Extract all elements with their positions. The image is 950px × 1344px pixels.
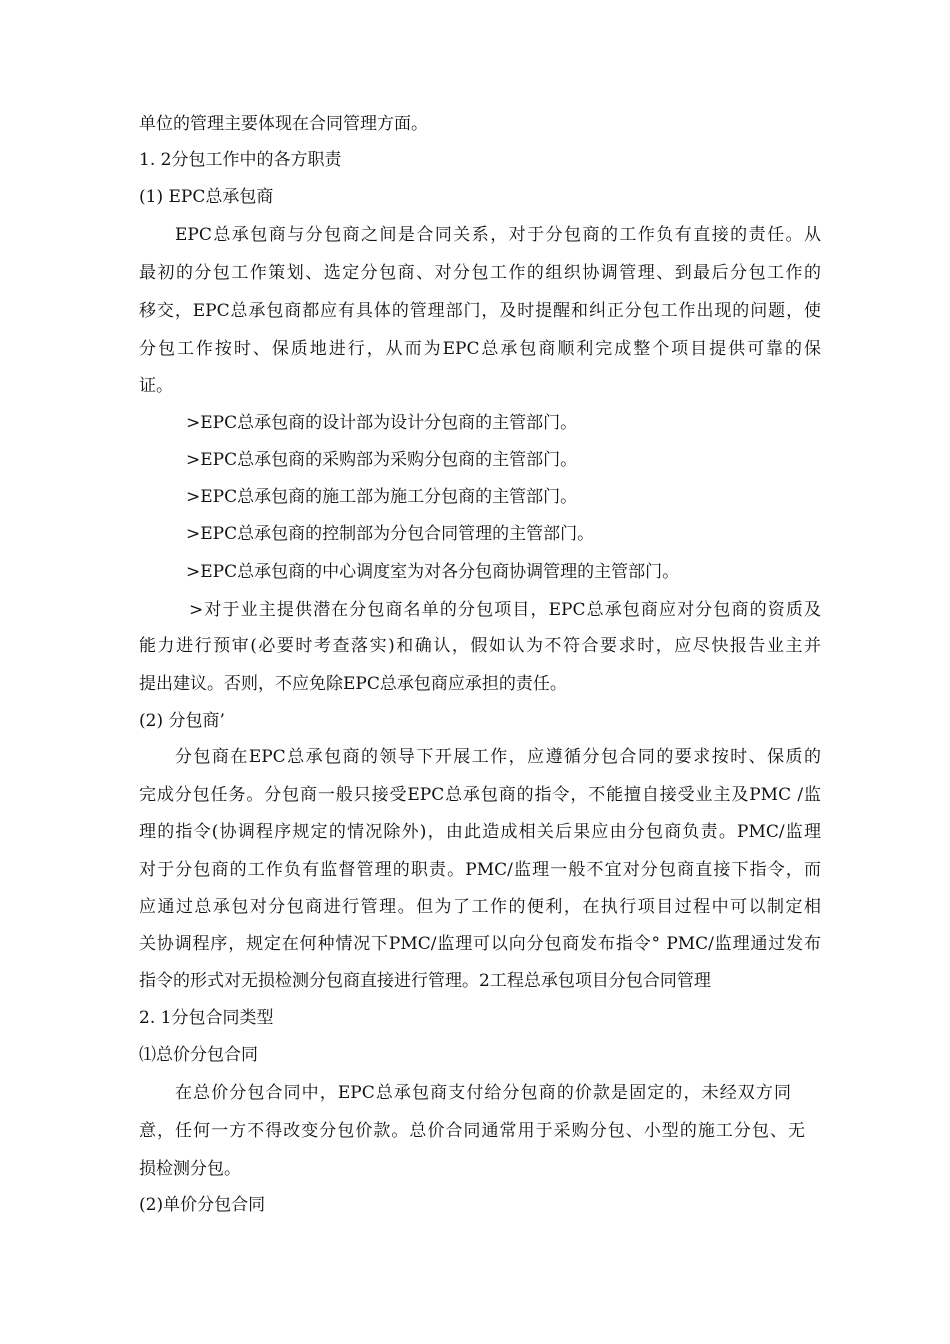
subsection-heading: (2) 分包商’ <box>139 711 225 731</box>
text-line: 分包工作按时、保质地进行，从而为EPC总承包商顺利完成整个项目提供可靠的保 <box>139 339 821 359</box>
text-line: 证。 <box>139 376 173 396</box>
text-line: 意，任何一方不得改变分包价款。总价合同通常用于采购分包、小型的施工分包、无 <box>139 1121 805 1141</box>
list-item: >EPC总承包商的中心调度室为对各分包商协调管理的主管部门。 <box>186 562 680 582</box>
list-item: >对于业主提供潜在分包商名单的分包项目，EPC总承包商应对分包商的资质及 <box>189 600 821 620</box>
list-item: >EPC总承包商的控制部为分包合同管理的主管部门。 <box>186 524 595 544</box>
text-line: 移交，EPC总承包商都应有具体的管理部门，及时提醒和纠正分包工作出现的问题，使 <box>139 301 821 321</box>
text-line: 关协调程序，规定在何种情况下PMC/监理可以向分包商发布指令° PMC/监理通过发布 <box>139 934 821 954</box>
subsection-heading: (2)单价分包合同 <box>139 1195 266 1215</box>
text-line: 指令的形式对无损检测分包商直接进行管理。2工程总承包项目分包合同管理 <box>139 971 711 991</box>
subsection-heading: (1) EPC总承包商 <box>139 187 274 207</box>
text-line: 对于分包商的工作负有监督管理的职责。PMC/监理一般不宜对分包商直接下指令，而 <box>139 860 821 880</box>
text-line: 最初的分包工作策划、选定分包商、对分包工作的组织协调管理、到最后分包工作的 <box>139 263 821 283</box>
text-line: 在总价分包合同中，EPC总承包商支付给分包商的价款是固定的，未经双方同 <box>175 1083 791 1103</box>
text-line: 应通过总承包对分包商进行管理。但为了工作的便利，在执行项目过程中可以制定相 <box>139 897 821 917</box>
text-line: 提出建议。否则，不应免除EPC总承包商应承担的责任。 <box>139 674 567 694</box>
text-line: 分包商在EPC总承包商的领导下开展工作，应遵循分包合同的要求按时、保质的 <box>175 747 821 767</box>
list-item: >EPC总承包商的施工部为施工分包商的主管部门。 <box>186 487 578 507</box>
list-item: >EPC总承包商的采购部为采购分包商的主管部门。 <box>186 450 578 470</box>
section-heading: 2. 1分包合同类型 <box>139 1008 274 1028</box>
text-line: 完成分包任务。分包商一般只接受EPC总承包商的指令，不能擅自接受业主及PMC /监 <box>139 785 821 805</box>
text-line: 单位的管理主要体现在合同管理方面。 <box>139 114 428 134</box>
subsection-heading: ⑴总价分包合同 <box>139 1045 258 1065</box>
text-line: 理的指令(协调程序规定的情况除外)，由此造成相关后果应由分包商负责。PMC/监理 <box>139 822 821 842</box>
text-line: 能力进行预审(必要时考查落实)和确认，假如认为不符合要求时，应尽快报告业主并 <box>139 636 821 656</box>
text-line: EPC总承包商与分包商之间是合同关系，对于分包商的工作负有直接的责任。从 <box>175 225 821 245</box>
text-line: 损检测分包。 <box>139 1159 241 1179</box>
list-item: >EPC总承包商的设计部为设计分包商的主管部门。 <box>186 413 578 433</box>
section-heading: 1. 2分包工作中的各方职责 <box>139 150 342 170</box>
